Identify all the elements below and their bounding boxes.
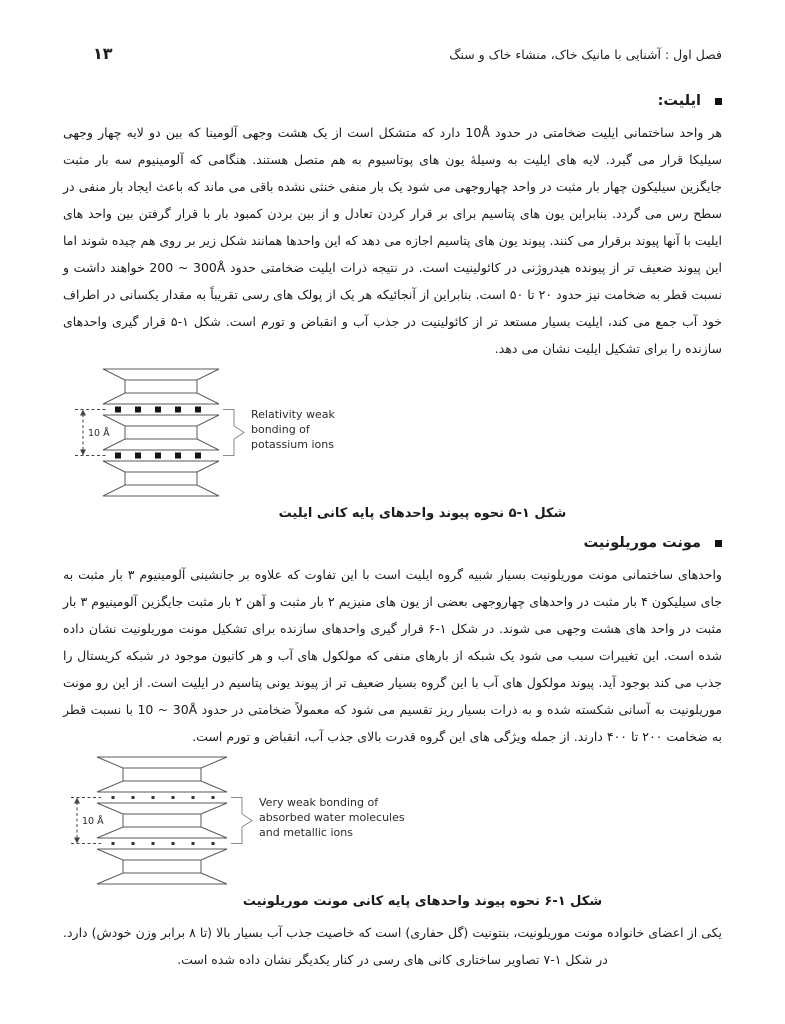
silica-alumina-unit — [103, 369, 219, 404]
page-number: ۱۳ — [93, 44, 113, 63]
illite-figure-block — [63, 368, 722, 502]
figure-annotation-line: potassium ions — [251, 438, 334, 451]
figure-annotation-line: Very weak bonding of — [259, 796, 379, 809]
figure-annotation-line: absorbed water molecules — [259, 811, 405, 824]
silica-alumina-unit — [97, 849, 227, 884]
water-molecule-row — [112, 796, 215, 799]
dimension-label: 10 Å — [88, 428, 110, 439]
potassium-ion-row — [115, 453, 201, 459]
montmorillonite-paragraph: واحدهای ساختمانی مونت موریلونیت بسیار شبیه گروه ایلیت است با این تفاوت که علاوه بر جانشینی آلومینیوم ۳ بار مثبت به جای سیلیکون ۴ بار مثبت در واحدهای چهاروجهی بعضی از یون های منیزیم ۲ بار مثبت و آهن ۲ بار مثبت جایگزین آلومینیوم ۳ بار مثبت در واحد های هشت وجهی می شوند. در شکل ۱-۶ قرار گیری واحدهای سازنده برای تشکیل مونت موریلونیت نشان داده شده است. این تغییرات سبب می شود یک شبکه از بارهای منفی که مولکول های آب و هر کاتیون موجود در شبکه کریستال را جذب می کند بوجود آید. پیوند مولکول های آب با این گروه بسیار ضعیف تر از پیوند یونی پتاسیم در ایلیت است. از این رو مونت موریلونیت به آسانی شکسته شده و به ذرات بسیار ریز تقسیم می شود که معمولاً ضخامتی در حدود ⁦10 ~ 30Å⁩ با نسبت قطر به ضخامت ۲۰۰ تا ۴۰۰ دارند. از جمله ویژگی های این گروه قدرت بالای جذب آب، انقباض و تورم است. — [63, 567, 723, 744]
silica-alumina-unit — [103, 415, 219, 450]
illite-paragraph: هر واحد ساختمانی ایلیت ضخامتی در حدود 10Å دارد که متشکل است از یک هشت وجهی آلومینا که بین دو لایه چهار وجهی سیلیکا قرار می گیرد. لایه های ایلیت به وسیلهٔ یون های پوتاسیوم به هم متصل هستند. هنگامی که آلومینیوم سه بار مثبت جایگزین سیلیکون چهار بار مثبت در واحد چهاروجهی می شود یک بار منفی خنثی نشده باقی می ماند که باعث ایجاد بار منفی در سطح رس می گردد. بنابراین یون های پتاسیم برای بر قرار کردن تعادل و از بین بردن کمبود بار با قرار گرفتن بین واحد های ایلیت با آنها پیوند برقرار می کنند. پیوند یون های پتاسیم اجازه می دهد که این واحدها همانند شکل زیر بر روی هم چیده شوند اما این پیوند ضعیف تر از پیونده هیدروژنی در کائولینیت است. در نتیجه ذرات ایلیت ضخامتی حدود ⁦200 ~ 300Å⁩ خواهند داشت و نسبت قطر به ضخامت نیز حدود ۲۰ تا ۵۰ است. بنابراین از آنجائیکه هر یک از پولک های رسی تقریباً به مقدار یکسانی در اطراف خود آب جمع می کند، ایلیت بسیار مستعد تر از کائولینیت در جذب آب و انقباض و تورم است. شکل ۱-۵ قرار گیری واحدهای سازنده را برای تشکیل ایلیت نشان می دهد. — [63, 125, 723, 356]
section-heading-text: مونت موریلونیت — [583, 535, 701, 551]
bullet-square-icon — [715, 98, 722, 105]
montmorillonite-figure-caption: شکل ۱-۶ نحوه پیوند واحدهای پایه کانی مونت موریلونیت — [242, 894, 603, 909]
page-header — [63, 44, 722, 63]
montmorillonite-figure-block — [63, 756, 722, 890]
water-molecule-row — [112, 842, 215, 845]
figure-annotation-line: Relativity weak — [251, 408, 335, 421]
chapter-title: فصل اول : آشنایی با مانیک خاک، منشاء خاک و سنگ — [449, 47, 722, 62]
illite-structure-figure — [63, 368, 363, 498]
figure-annotation-line: bonding of — [251, 423, 310, 436]
silica-alumina-unit — [97, 757, 227, 792]
potassium-ion-row — [115, 407, 201, 413]
bentonite-paragraph: یکی از اعضای خانواده مونت موریلونیت، بنتونیت (گل حفاری) است که خاصیت جذب آب بسیار بالا (تا ۸ برابر وزن خودش) دارد. در شکل ۱-۷ تصاویر ساختاری کانی های رسی در کنار یکدیگر نشان داده شده است. — [63, 925, 723, 967]
annotation-bracket — [223, 410, 244, 456]
silica-alumina-unit — [103, 461, 219, 496]
montmorillonite-structure-figure — [63, 756, 408, 886]
dimension-label: 10 Å — [82, 816, 104, 827]
section-heading-text: ایلیت: — [657, 93, 701, 109]
annotation-bracket — [231, 798, 252, 844]
illite-figure-caption: شکل ۱-۵ نحوه پیوند واحدهای پایه کانی ایلیت — [278, 506, 567, 521]
silica-alumina-unit — [97, 803, 227, 838]
bullet-square-icon — [715, 540, 722, 547]
section-heading-montmorillonite — [63, 535, 722, 551]
figure-annotation-line: and metallic ions — [259, 826, 353, 839]
section-heading-illite — [63, 93, 722, 109]
